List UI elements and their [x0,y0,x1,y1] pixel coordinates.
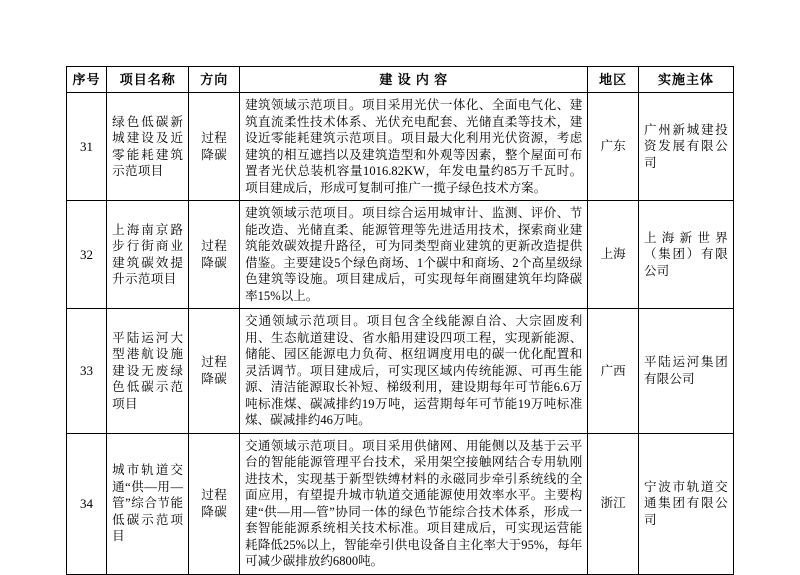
cell-organization: 平陆运河集团有限公司 [638,309,733,434]
cell-organization: 广州新城建投资发展有限公司 [638,93,733,201]
column-header-direction: 方向 [189,67,240,93]
cell-organization: 上海新世界（集团）有限公司 [638,201,733,309]
table-row [67,93,734,201]
column-header-content: 建 设 内 容 [240,67,588,93]
table-row [67,201,734,309]
cell-project-name: 城市轨道交通“供—用—管”综合节能低碳示范项目 [107,433,189,574]
cell-content: 交通领域示范项目。项目采用供储网、用能侧以及基于云平台的智能能源管理平台技术，采用架空接触网结合专用轨刚进技术，实现基于新型铁缚材料的永磁同步牵引系统线的全面应用，有望提升城市轨道交通能源使用效率水平。主要构建“供—用—管”协同一体的绿色节能综合技术体系，形成一套智能能源系统相关技术标准。项目建成后，可实现运营能耗降低25%以上，智能牵引供电设备自主化率大于95%，每年可减少碳排放约6800吨。 [240,433,588,574]
cell-content: 建筑领域示范项目。项目综合运用城审计、监测、评价、节能改造、光储直柔、能源管理等先进适用技术，探索商业建筑能效碳效提升路径，可为同类型商业建筑的更新改造提供借鉴。主要建设5个绿色商场、1个碳中和商场、2个高星级绿色建筑等设施。项目建成后，可实现每年商圈建筑年均降碳率15%以上。 [240,201,588,309]
cell-project-name: 绿色低碳新城建设及近零能耗建筑示范项目 [107,93,189,201]
direction-text: 过程降碳 [201,355,228,386]
cell-direction [189,433,240,574]
cell-seq: 33 [67,309,107,434]
table-header-row [67,67,734,93]
cell-area: 上海 [588,201,639,309]
direction-text: 过程降碳 [201,239,228,270]
cell-content: 交通领域示范项目。项目包含全线能源自洽、大宗固废利用、生态航道建设、省水船用建设四项工程，实现新能源、储能、园区能源电力负荷、枢纽调度用电的碳一优化配置和灵活调节。项目建成后，可实现区域内传统能源、可再生能源、清洁能源取长补短、梯级利用，建设期每年可节能6.6万吨标准煤、碳减排约19万吨，运营期每年可节能19万吨标准煤、碳减排约46万吨。 [240,309,588,434]
column-header-area: 地区 [588,67,639,93]
cell-direction [189,309,240,434]
projects-table [66,66,734,575]
cell-project-name: 平陆运河大型港航设施建设无废绿色低碳示范项目 [107,309,189,434]
cell-direction [189,93,240,201]
cell-organization: 宁波市轨道交通集团有限公司 [638,433,733,574]
cell-project-name: 上海南京路步行街商业建筑碳效提升示范项目 [107,201,189,309]
cell-content: 建筑领域示范项目。项目采用光伏一体化、全面电气化、建筑直流柔性技术体系、光伏充电配套、光储直柔等技术，建设近零能耗建筑示范项目。项目最大化利用光伏资源，考虑建筑的相互遮挡以及建筑造型和外观等因素，整个屋面可布置者光伏总装机容量1016.82KW，年发电量约85万千瓦时。项目建成后，形成可复制可推广一揽子绿色技术方案。 [240,93,588,201]
cell-direction [189,201,240,309]
table-row [67,309,734,434]
cell-area: 浙江 [588,433,639,574]
column-header-seq: 序号 [67,67,107,93]
cell-seq: 31 [67,93,107,201]
column-header-name: 项目名称 [107,67,189,93]
table-header [67,67,734,93]
cell-area: 广西 [588,309,639,434]
direction-text: 过程降碳 [201,131,228,162]
cell-seq: 34 [67,433,107,574]
cell-area: 广东 [588,93,639,201]
table-body [67,93,734,575]
cell-seq: 32 [67,201,107,309]
column-header-organization: 实施主体 [638,67,733,93]
table-row [67,433,734,574]
direction-text: 过程降碳 [201,488,228,519]
